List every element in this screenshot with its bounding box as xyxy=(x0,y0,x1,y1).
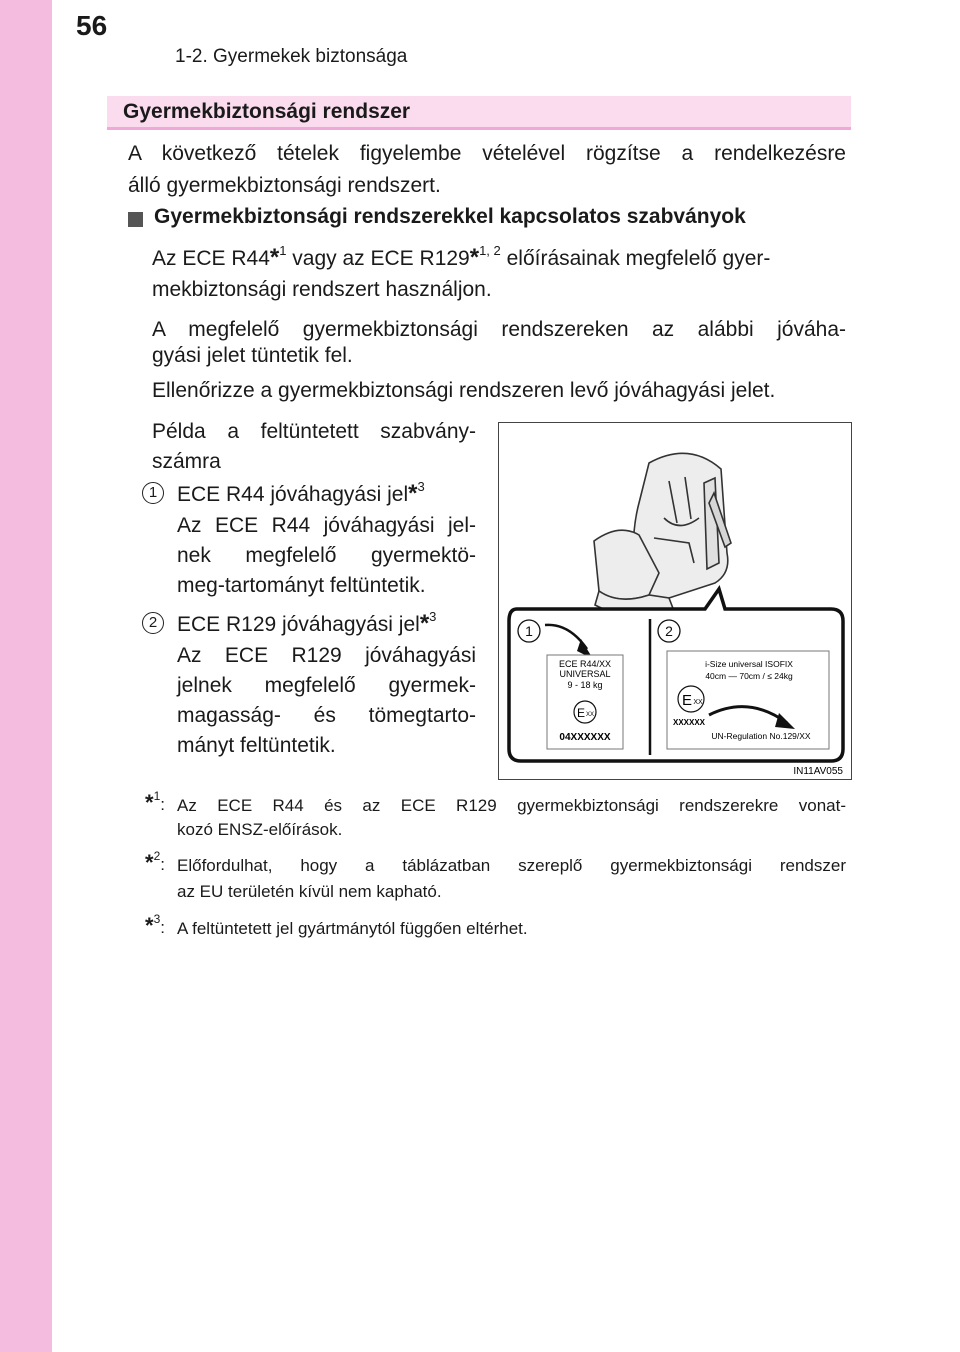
illus-label-2: 2 xyxy=(665,623,673,639)
asterisk-mark: * xyxy=(469,244,480,271)
child-seat-illustration xyxy=(499,423,851,779)
footnote-mark-3: *$^3$: xyxy=(145,912,165,938)
footnote-1-line-1: Az ECE R44 és az ECE R129 gyermekbiztonsági rendszerekre vonat- xyxy=(177,796,846,815)
footnote-number: 1 xyxy=(153,789,161,804)
r44-label-text: ECE R44/XX xyxy=(558,659,612,669)
footnote-number: 2 xyxy=(153,849,161,864)
footnote-1-line-2: kozó ENSZ-előírások. xyxy=(177,820,343,839)
item-1-title-text: ECE R44 jóváhagyási jel xyxy=(177,483,409,506)
approval-paragraph-line-1: A megfelelő gyermekbiztonsági rendszereken az alábbi jóváha- xyxy=(152,318,846,341)
r44-e-mark-sub: XX xyxy=(585,712,595,718)
item-2-line-3: magasság- és tömegtarto- xyxy=(177,704,476,727)
square-bullet-icon xyxy=(128,212,143,227)
item-number-2: 2 xyxy=(142,612,164,634)
r44-e-mark: E xyxy=(576,706,586,720)
chapter-title: 1-2. Gyermekek biztonsága xyxy=(175,46,408,67)
r129-label-text: i-Size universal ISOFIX xyxy=(705,659,793,669)
check-paragraph: Ellenőrizze a gyermekbiztonsági rendszeren levő jóváhagyási jelet. xyxy=(152,379,776,402)
item-1-title xyxy=(177,478,425,511)
asterisk-mark: * xyxy=(419,610,430,637)
footnote-ref-3: 3 xyxy=(429,609,437,624)
r44-universal-text: UNIVERSAL xyxy=(559,669,611,679)
item-2-line-4: mányt feltüntetik. xyxy=(177,734,336,757)
r129-size-text: 40cm — 70cm / ≤ 24kg xyxy=(705,671,793,681)
item-1-line-1: Az ECE R44 jóváhagyási jel- xyxy=(177,514,476,537)
text-ece-r129: vagy az ECE R129 xyxy=(286,247,470,270)
item-2-line-2: jelnek megfelelő gyermek- xyxy=(177,674,476,697)
intro-line-2: álló gyermekbiztonsági rendszert. xyxy=(128,174,441,197)
item-number-1: 1 xyxy=(142,482,164,504)
page-number: 56 xyxy=(76,10,108,41)
text-ece-r44: Az ECE R44 xyxy=(152,247,270,270)
footnote-3-line-1: A feltüntetett jel gyártmánytól függően eltérhet. xyxy=(177,919,528,938)
r129-e-mark: E xyxy=(681,692,693,709)
approval-paragraph-line-2: gyási jelet tüntetik fel. xyxy=(152,344,353,367)
asterisk-mark: * xyxy=(145,913,154,938)
example-line-2: számra xyxy=(152,450,221,473)
child-seat-icon xyxy=(594,453,731,615)
r129-regulation-text: UN-Regulation No.129/XX xyxy=(711,731,811,741)
approval-label-illustration xyxy=(498,422,852,780)
asterisk-mark: * xyxy=(408,480,418,507)
r44-approval-code: 04XXXXXX xyxy=(559,732,611,743)
footnote-ref-1-2: 1, 2 xyxy=(479,243,501,258)
footnote-ref-1: 1 xyxy=(279,243,287,258)
standards-paragraph-line-1 xyxy=(152,242,846,275)
footnote-number: 3 xyxy=(153,912,161,927)
footnote-2-line-1: Előfordulhat, hogy a táblázatban szereplő gyermekbiztonsági rendszer xyxy=(177,856,846,875)
r129-e-mark-sub: XX xyxy=(693,699,703,706)
footnote-mark-1: *$^1$: xyxy=(145,789,165,815)
item-1-line-3: meg-tartományt feltüntetik. xyxy=(177,574,426,597)
section-title: Gyermekbiztonsági rendszer xyxy=(123,100,411,123)
asterisk-mark: * xyxy=(145,850,154,875)
side-tab-bar xyxy=(0,0,52,1352)
illus-label-1: 1 xyxy=(525,623,533,639)
footnote-ref-3: 3 xyxy=(417,479,425,494)
r44-weight-text: 9 - 18 kg xyxy=(567,680,603,690)
section-header xyxy=(107,96,851,130)
item-1-line-2: nek megfelelő gyermektö- xyxy=(177,544,476,567)
asterisk-mark: * xyxy=(145,790,154,815)
figure-id: IN11AV055 xyxy=(793,766,843,777)
footnote-2-line-2: az EU területén kívül nem kapható. xyxy=(177,882,442,901)
subsection-title: Gyermekbiztonsági rendszerekkel kapcsolatos szabványok xyxy=(154,205,746,228)
r129-approval-code: XXXXXX xyxy=(672,718,706,727)
intro-line-1: A következő tételek figyelembe vételével rögzítse a rendelkezésre xyxy=(128,142,846,165)
item-2-line-1: Az ECE R129 jóváhagyási xyxy=(177,644,476,667)
item-2-title-text: ECE R129 jóváhagyási jel xyxy=(177,613,420,636)
asterisk-mark: * xyxy=(269,244,280,271)
item-2-title xyxy=(177,608,436,641)
example-line-1: Példa a feltüntetett szabvány- xyxy=(152,420,476,443)
footnote-mark-2: *$^2$: xyxy=(145,849,165,875)
text-requirements: előírásainak megfelelő gyer- xyxy=(500,247,771,270)
standards-paragraph-line-2: mekbiztonsági rendszert használjon. xyxy=(152,278,492,301)
